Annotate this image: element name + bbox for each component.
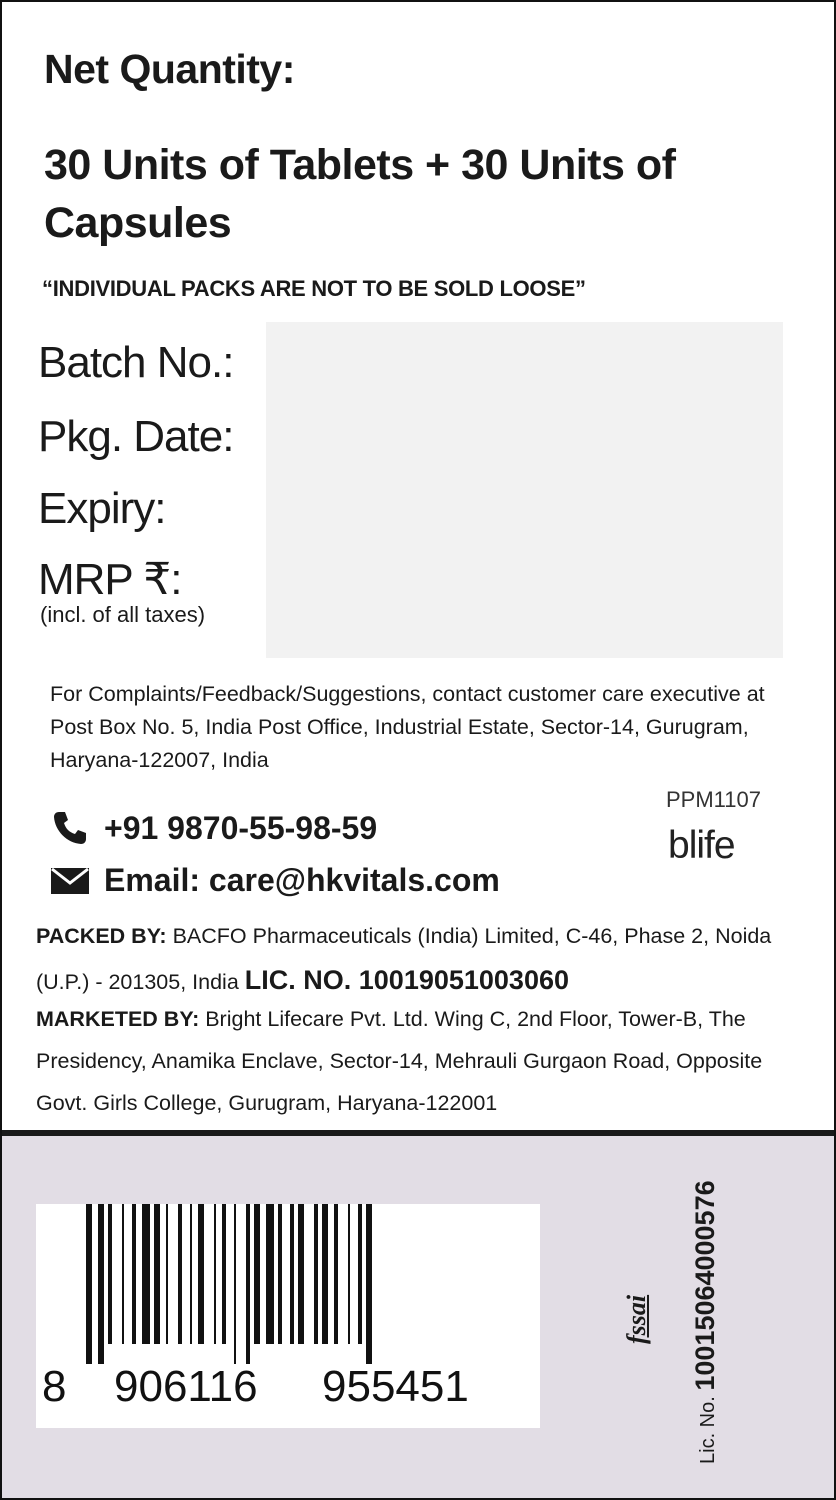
envelope-icon: [50, 860, 90, 900]
expiry-label: Expiry:: [38, 484, 166, 533]
barcode: [36, 1204, 540, 1428]
barcode-bars: [46, 1204, 530, 1364]
barcode-bar: [108, 1204, 112, 1344]
barcode-bar: [314, 1204, 318, 1344]
packed-by-text: BACFO Pharmaceuticals (India) Limited, C-46, Phase 2, Noida (U.P.) - 201305, India: [36, 924, 772, 994]
barcode-bar: [246, 1204, 250, 1364]
mrp-label: MRP ₹:: [38, 555, 182, 604]
barcode-bar: [222, 1204, 226, 1344]
loose-sale-notice: “INDIVIDUAL PACKS ARE NOT TO BE SOLD LOOSE”: [42, 276, 586, 301]
barcode-bar: [178, 1204, 182, 1344]
net-quantity-value: 30 Units of Tablets + 30 Units of Capsules: [44, 141, 676, 247]
packed-by-label: PACKED BY:: [36, 924, 167, 948]
packaging-date-label: Pkg. Date:: [38, 412, 234, 461]
fssai-license-label: Lic. No.: [697, 1396, 719, 1464]
barcode-bar: [334, 1204, 338, 1344]
marketed-by-section: [36, 998, 816, 1124]
barcode-bar: [348, 1204, 350, 1344]
barcode-bar: [142, 1204, 150, 1344]
email-address: Email: care@hkvitals.com: [104, 861, 500, 898]
phone-icon: [50, 808, 90, 848]
brand-logo: blife: [668, 824, 735, 867]
barcode-digits-left: 906116: [114, 1362, 258, 1411]
barcode-bar: [254, 1204, 260, 1344]
barcode-bar: [278, 1204, 282, 1344]
barcode-bar: [154, 1204, 160, 1344]
barcode-bar: [234, 1204, 236, 1364]
barcode-bar: [214, 1204, 216, 1344]
barcode-bar: [122, 1204, 124, 1344]
barcode-digit-prefix: 8: [42, 1362, 67, 1411]
barcode-bar: [358, 1204, 362, 1344]
barcode-bar: [98, 1204, 104, 1364]
fssai-logo: fssai: [622, 1294, 651, 1344]
label-upper-section: [2, 2, 834, 1132]
phone-number: +91 9870-55-98-59: [104, 809, 378, 846]
net-quantity-title: Net Quantity:: [44, 46, 295, 92]
product-code: PPM1107: [666, 787, 761, 812]
marketed-by-label: MARKETED BY:: [36, 1007, 200, 1031]
barcode-bar: [166, 1204, 168, 1344]
barcode-bar: [132, 1204, 136, 1344]
marketed-by-text: Bright Lifecare Pvt. Ltd. Wing C, 2nd Floor, Tower-B, The Presidency, Anamika Enclave, Sector-14, Mehrauli Gurgaon Road, Opposite Govt. Girls College, Gurugram, Haryana-122001: [36, 1007, 763, 1115]
fssai-license-number: 10015064000576: [690, 1180, 720, 1391]
tax-note: (incl. of all taxes): [40, 602, 206, 627]
phone-contact: [50, 808, 377, 848]
batch-stamp-area: [266, 322, 783, 658]
packer-license-number: LIC. NO. 10019051003060: [244, 965, 569, 995]
barcode-bar: [322, 1204, 328, 1344]
batch-number-label: Batch No.:: [38, 338, 234, 387]
barcode-bar: [266, 1204, 274, 1344]
barcode-bar: [190, 1204, 192, 1344]
barcode-bar: [198, 1204, 204, 1344]
email-contact: [50, 860, 500, 900]
fssai-license: [690, 1180, 721, 1464]
barcode-bar: [366, 1204, 372, 1364]
barcode-bar: [86, 1204, 92, 1364]
packed-by-section: [36, 914, 816, 1004]
barcode-bar: [298, 1204, 304, 1344]
barcode-digits-right: 955451: [322, 1362, 469, 1411]
complaints-address: For Complaints/Feedback/Suggestions, contact customer care executive at Post Box No. 5, India Post Office, Industrial Estate, Sector-14, Gurugram, Haryana-122007, India: [50, 682, 765, 772]
barcode-bar: [290, 1204, 294, 1344]
